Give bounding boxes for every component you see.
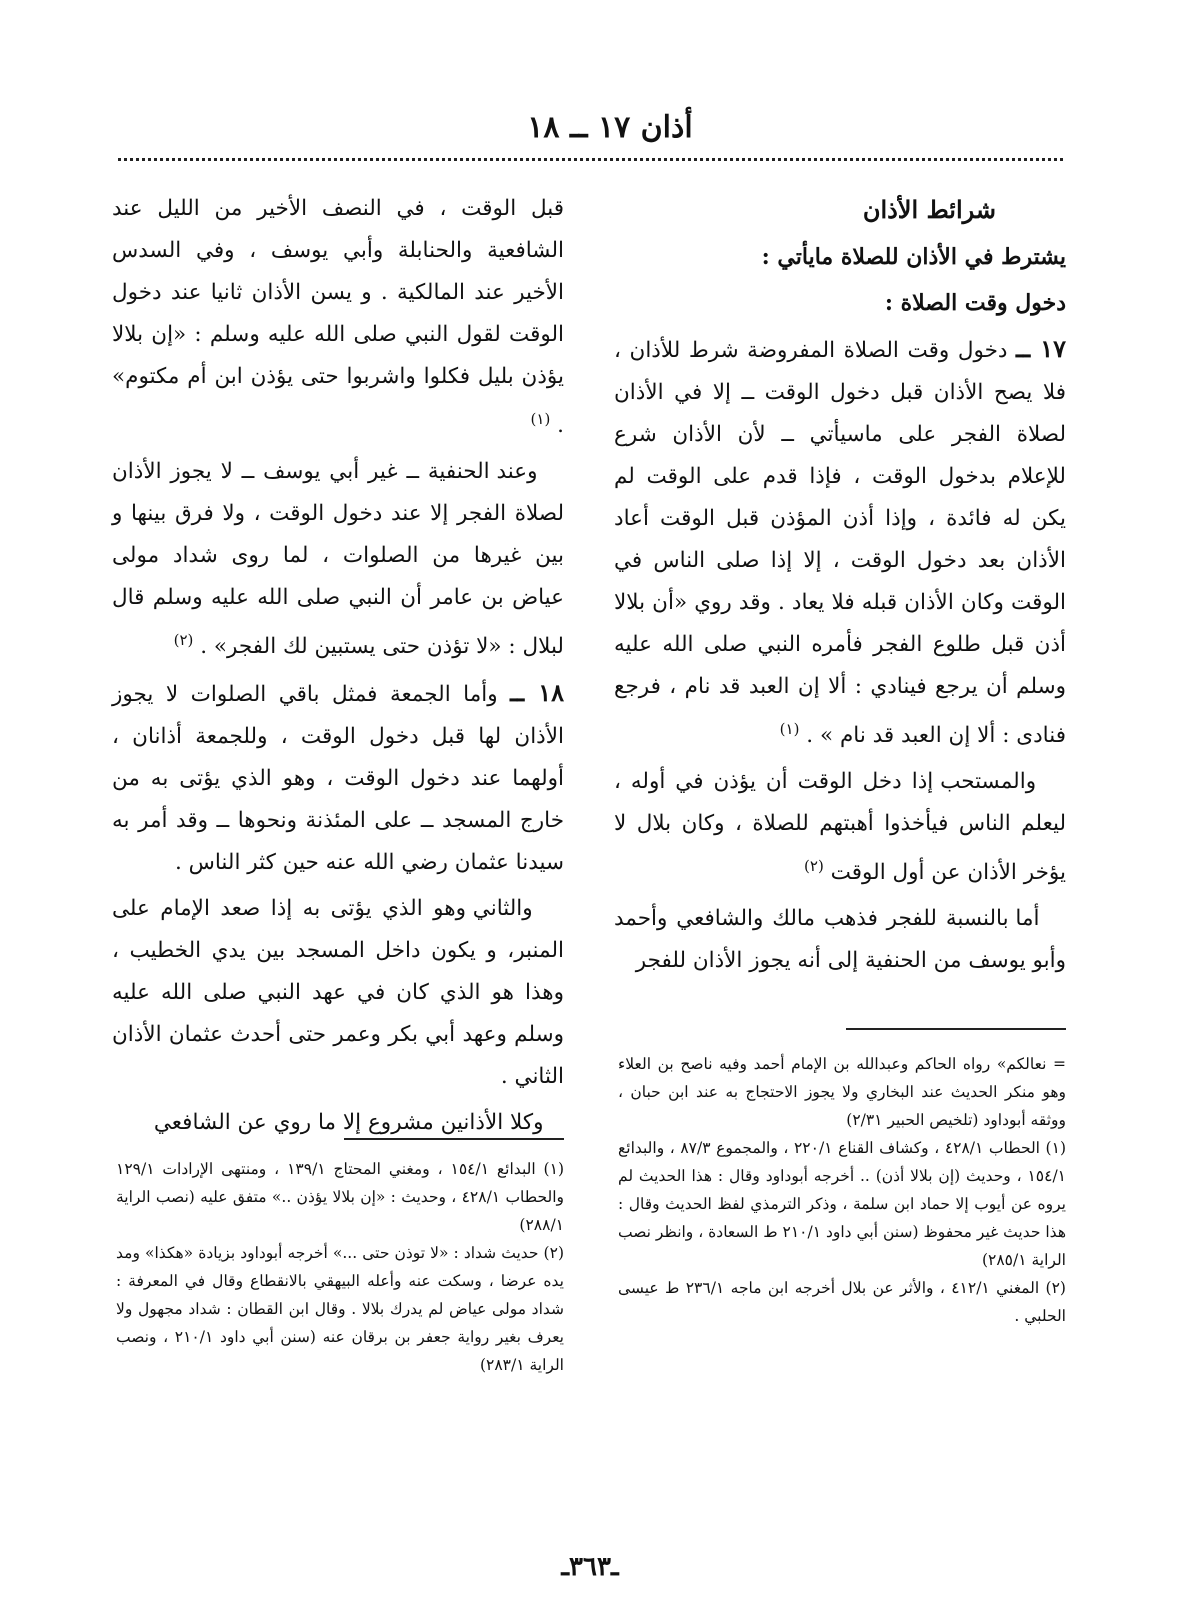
section-subtitle-time: دخول وقت الصلاة : <box>884 290 1066 316</box>
paragraph-text: وأما الجمعة فمثل باقي الصلوات لا يجوز الأذان لها قبل دخول الوقت ، وللجمعة أذانان ، أولهما عند دخول الوقت ، وهو الذي يؤتى به من خارج المسجد ــ على المئذنة ونحوها ــ وقد أمر به سيدنا عثمان رضي الله عنه حين كثر الناس . <box>112 682 564 876</box>
footnote-ref: (١) <box>530 410 551 428</box>
footnote-item: (١) البدائع ١٥٤/١ ، ومغني المحتاج ١٣٩/١ ، ومنتهى الإرادات ١٢٩/١ والحطاب ٤٢٨/١ ، وحديث : «إن بلالا يؤذن ..» متفق عليه (نصب الراية ٢٨٨/١) <box>116 1160 564 1234</box>
footnote-item: (١) الحطاب ٤٢٨/١ ، وكشاف القناع ٢٢٠/١ ، والمجموع ٨٧/٣ ، والبدائع ١٥٤/١ ، وحديث (إن بلالا أذن) .. أخرجه أبوداود وقال : هذا الحديث لم يروه عن أيوب إلا حماد ابن سلمة ، وذكر الترمذي لفظ الحديث وقال : هذا حديث غير محفوظ (سنن أبي داود ٢١٠/١ ط السعادة ، وانظر نصب الراية ٢٨٥/١) <box>618 1139 1066 1269</box>
paragraph-continued <box>112 188 564 447</box>
footnote-ref: (١) <box>779 720 800 738</box>
footnotes-left <box>116 1155 564 1379</box>
paragraph-text: قبل الوقت ، في النصف الأخير من الليل عند الشافعية والحنابلة وأبي يوسف ، وفي السدس الأخير عند المالكية . و يسن الأذان ثانيا عند دخول الوقت لقول النبي صلى الله عليه وسلم : «إن بلالا يؤذن بليل فكلوا واشربوا حتى يؤذن ابن أم مكتوم» . <box>112 196 564 439</box>
footnote-item: (٢) حديث شداد : «لا توذن حتى ...» أخرجه أبوداود بزيادة «هكذا» ومد يده عرضا ، وسكت عنه وأعله البيهقي بالانقطاع وقال في المعرفة : شداد مولى عياض لم يدرك بلالا . وقال ابن القطان : شداد مجهول ولا يعرف بغير رواية جعفر بن برقان عنه (سنن أبي داود ٢١٠/١ ، ونصب الراية ٢٨٣/١) <box>116 1244 564 1374</box>
paragraph-text: والمستحب إذا دخل الوقت أن يؤذن في أوله ، ليعلم الناس فيأخذوا أهبتهم للصلاة ، وكان بلال لا يؤخر الأذان عن أول الوقت <box>614 769 1066 886</box>
footnote-divider-right <box>846 1028 1066 1030</box>
footnote-ref: (٢) <box>804 857 824 876</box>
page-number: ـ٣٦٣ـ <box>561 1552 619 1582</box>
paragraph-text: وكلا الأذانين مشروع إلا ما روي عن الشافعي <box>153 1110 544 1136</box>
footnotes-right <box>618 1050 1066 1330</box>
paragraph-text: دخول وقت الصلاة المفروضة شرط للأذان ، فلا يصح الأذان قبل دخول الوقت ــ إلا في الأذان لصلاة الفجر على ماسيأتي ــ لأن الأذان شرع للإعلام بدخول الوقت ، فإذا قدم على الوقت لم يكن له فائدة ، وإذا أذن المؤذن قبل الوقت أعاد الأذان بعد دخول الوقت ، إلا إذا صلى الناس في الوقت وكان الأذان قبله فلا يعاد . وقد روي «أن بلالا أذن قبل طلوع الفجر فأمره النبي صلى الله عليه وسلم أن يرجع فينادي : ألا إن العبد قد نام ، فرجع فنادى : ألا إن العبد قد نام » . <box>614 338 1066 749</box>
paragraph-text: وعند الحنفية ــ غير أبي يوسف ــ لا يجوز الأذان لصلاة الفجر إلا عند دخول الوقت ، ولا فرق بينها و بين غيرها من الصلوات ، لما روى شداد مولى عياض بن عامر أن النبي صلى الله عليه وسلم قال لبلال : «لا تؤذن حتى يستبين لك الفجر» . <box>112 459 564 660</box>
paragraph-17 <box>614 328 1066 757</box>
paragraph-text: أما بالنسبة للفجر فذهب مالك والشافعي وأحمد وأبو يوسف من الحنفية إلى أنه يجوز الأذان للفجر <box>614 906 1066 974</box>
right-column <box>614 188 1066 986</box>
section-subtitle-conditions: يشترط في الأذان للصلاة مايأتي : <box>761 244 1066 270</box>
paragraph-number-18: ١٨ ــ <box>510 678 565 708</box>
footnote-item: (٢) المغني ٤١٢/١ ، والأثر عن بلال أخرجه ابن ماجه ٢٣٦/١ ط عيسى الحلبي . <box>618 1279 1066 1325</box>
footnote-divider-left <box>344 1138 564 1140</box>
paragraph-second-adhan <box>112 888 564 1098</box>
paragraph-number-17: ١٧ ــ <box>1016 334 1067 363</box>
footnote-ref: (٢) <box>173 631 194 650</box>
left-column <box>112 188 564 1148</box>
header-divider <box>118 158 1063 161</box>
paragraph-fajr <box>614 898 1066 982</box>
footnote-item: = نعالكم» رواه الحاكم وعبدالله بن الإمام أحمد وفيه ناصح بن العلاء وهو منكر الحديث عند البخاري ولا يجوز الاحتجاج به عند ابن حبان ، ووثقه أبوداود (تلخيص الحبير ٢/٣١) <box>618 1055 1066 1129</box>
paragraph-recommended <box>614 761 1066 894</box>
page-title: أذان ١٧ ــ ١٨ <box>527 110 693 145</box>
paragraph-text: والثاني وهو الذي يؤتى به إذا صعد الإمام على المنبر، و يكون داخل المسجد بين يدي الخطيب ، وهذا هو الذي كان في عهد النبي صلى الله عليه وسلم وعهد أبي بكر وعمر حتى أحدث عثمان الأذان الثاني . <box>112 896 564 1090</box>
paragraph-hanafi <box>112 451 564 668</box>
section-title: شرائط الأذان <box>862 195 996 224</box>
paragraph-18 <box>112 672 564 884</box>
